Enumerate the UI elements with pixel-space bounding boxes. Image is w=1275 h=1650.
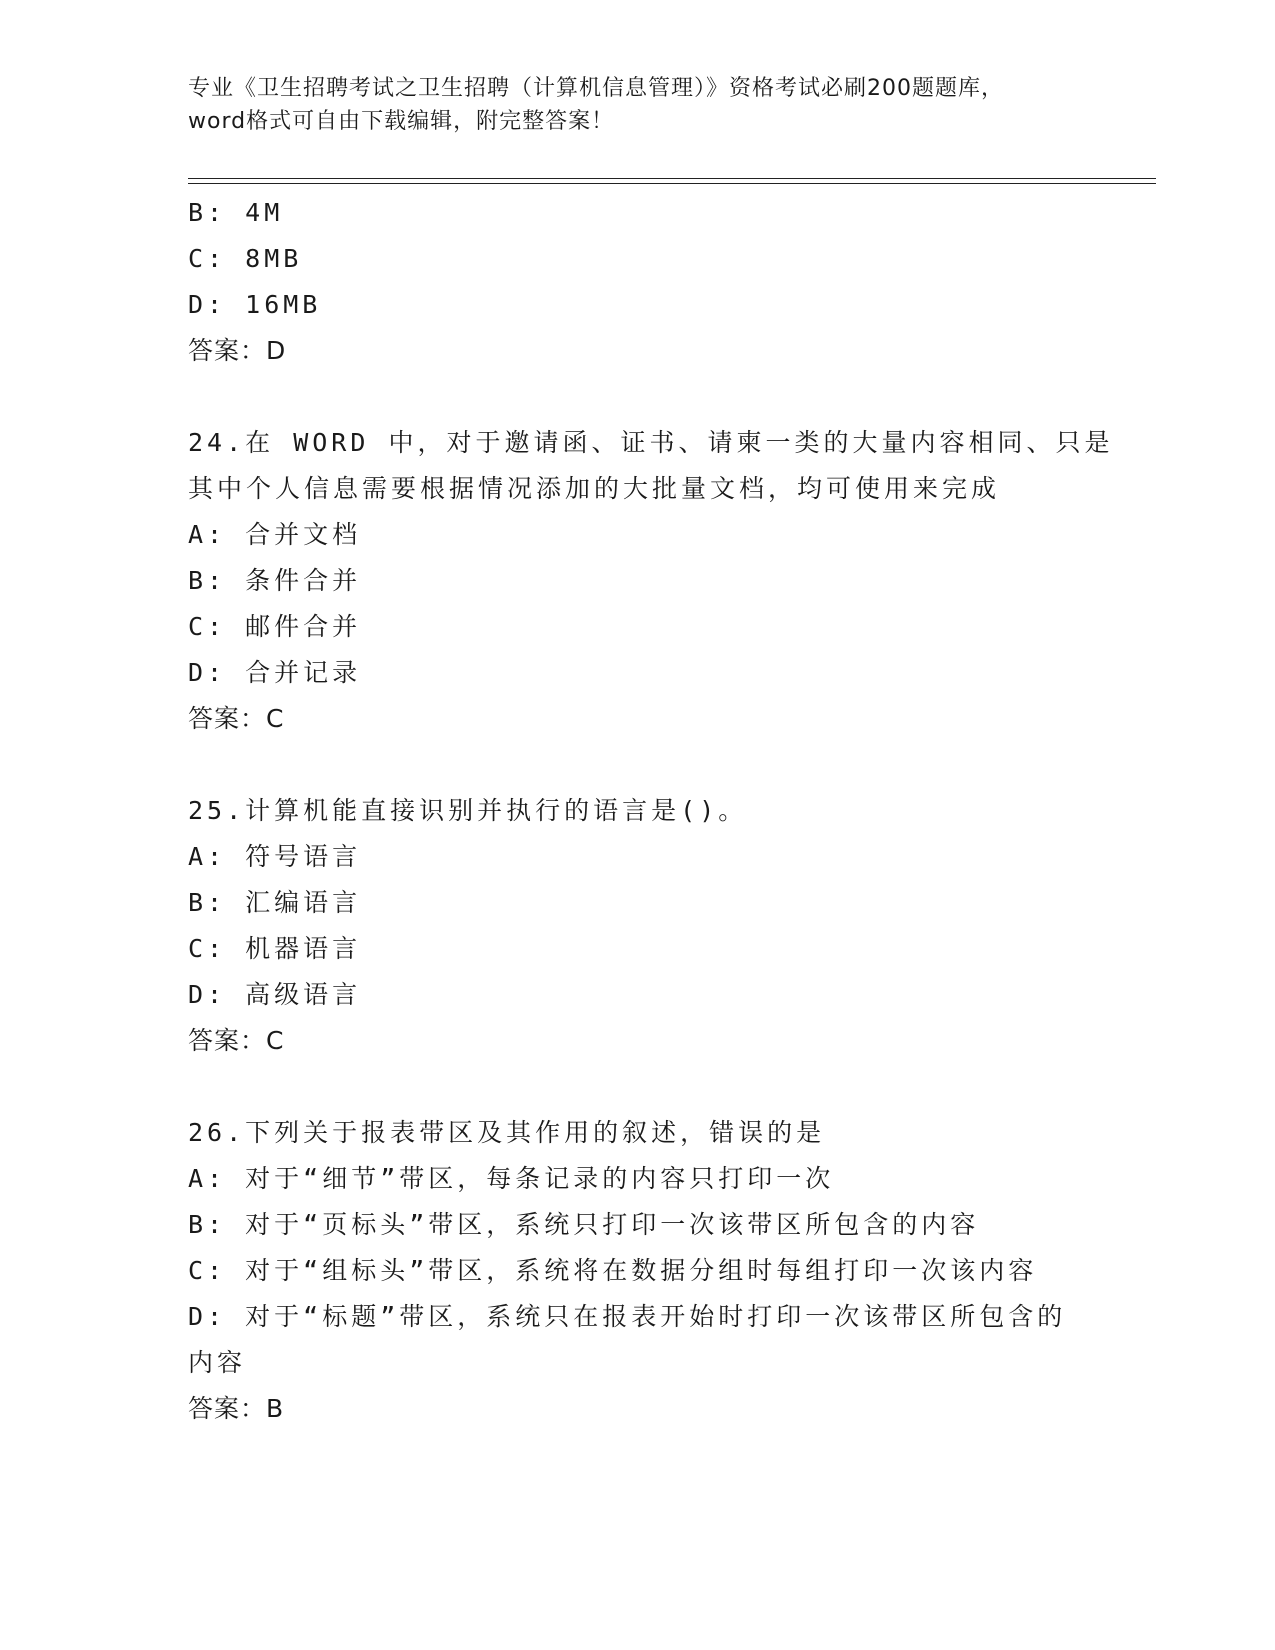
- spacer: [188, 742, 1088, 788]
- option-c: C: 邮件合并: [188, 612, 362, 641]
- option-d: D: 高级语言: [188, 980, 362, 1009]
- question-stem: 26.下列关于报表带区及其作用的叙述，错误的是: [188, 1118, 826, 1147]
- option-b: B: 汇编语言: [188, 888, 362, 917]
- document-body: [188, 190, 1114, 1432]
- question-block-24: [188, 420, 1114, 742]
- option-c: C: 对于“组标头”带区，系统将在数据分组时每组打印一次该内容: [188, 1256, 1038, 1285]
- answer-line: 答案：C: [188, 704, 285, 733]
- answer-line: 答案：B: [188, 1394, 285, 1423]
- option-d: D: 16MB: [188, 290, 322, 319]
- header-line-1: 专业《卫生招聘考试之卫生招聘（计算机信息管理）》资格考试必刷200题题库，: [188, 76, 1004, 101]
- option-b: B: 条件合并: [188, 566, 362, 595]
- spacer: [188, 1064, 1088, 1110]
- question-stem: 25.计算机能直接识别并执行的语言是()。: [188, 796, 748, 825]
- header-divider-bottom: [188, 183, 1156, 184]
- page-header: [188, 72, 1088, 138]
- header-line-2: word格式可自由下载编辑，附完整答案！: [188, 109, 615, 134]
- option-b: B: 对于“页标头”带区，系统只打印一次该带区所包含的内容: [188, 1210, 980, 1239]
- question-stem: 24.在 WORD 中，对于邀请函、证书、请柬一类的大量内容相同、只是: [188, 428, 1114, 457]
- answer-line: 答案：C: [188, 1026, 285, 1055]
- answer-line: 答案：D: [188, 336, 287, 365]
- question-block-25: [188, 788, 1088, 1064]
- option-d: D: 合并记录: [188, 658, 362, 687]
- option-a: A: 符号语言: [188, 842, 362, 871]
- option-b: B: 4M: [188, 198, 284, 227]
- question-block-26: [188, 1110, 1088, 1432]
- question-stem: 其中个人信息需要根据情况添加的大批量文档，均可使用来完成: [188, 474, 1001, 503]
- option-c: C: 机器语言: [188, 934, 362, 963]
- option-a: A: 合并文档: [188, 520, 362, 549]
- option-d: D: 对于“标题”带区，系统只在报表开始时打印一次该带区所包含的: [188, 1302, 1067, 1331]
- option-c: C: 8MB: [188, 244, 303, 273]
- option-d-continuation: 内容: [188, 1348, 247, 1377]
- spacer: [188, 374, 1088, 420]
- question-block-23: [188, 190, 1088, 374]
- header-divider-top: [188, 178, 1156, 179]
- option-a: A: 对于“细节”带区，每条记录的内容只打印一次: [188, 1164, 835, 1193]
